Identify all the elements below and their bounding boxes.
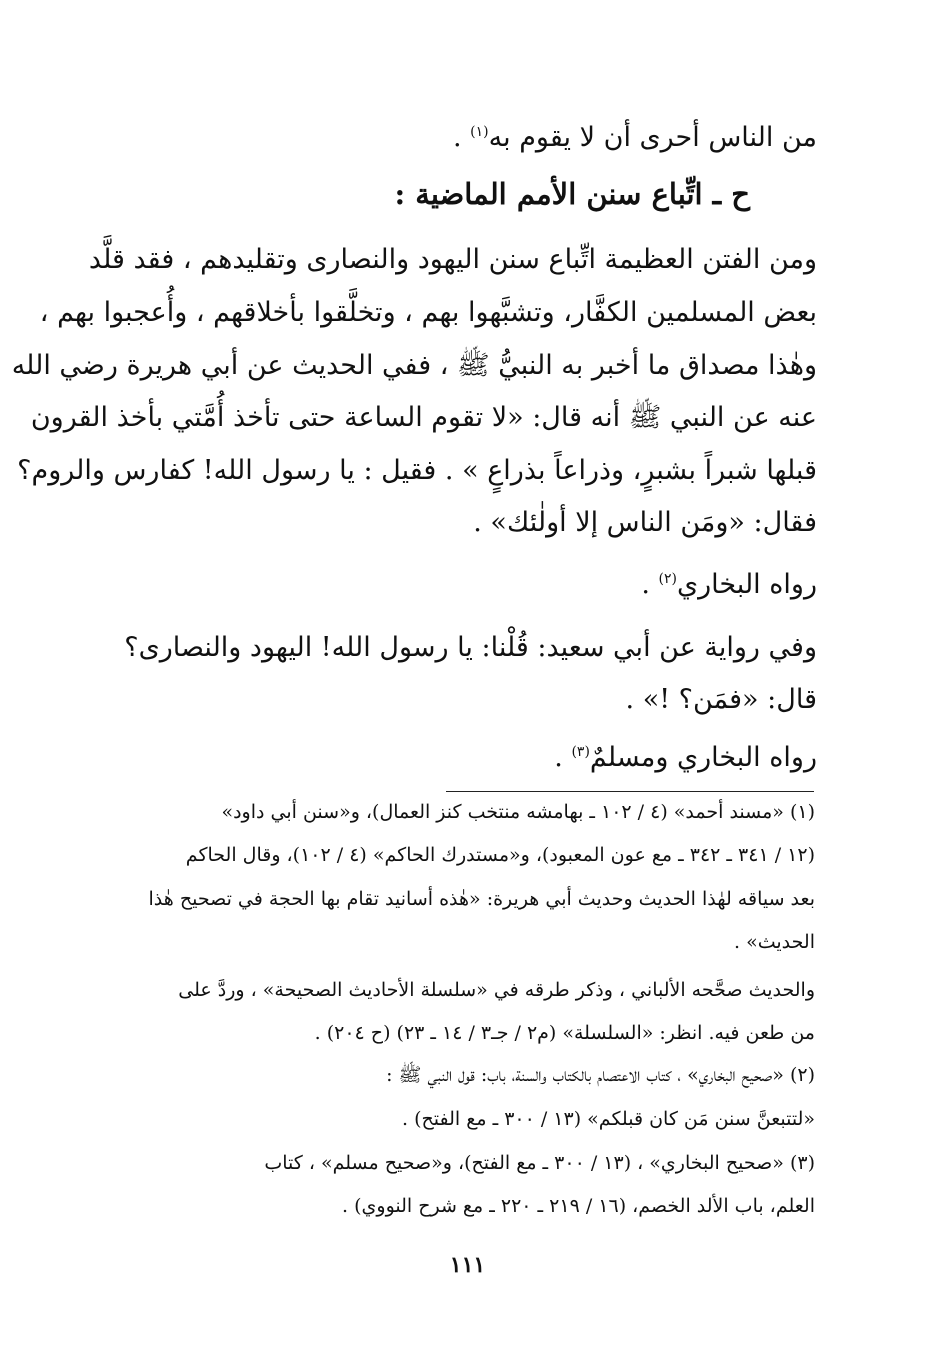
page-number: ١١١ <box>449 1252 486 1278</box>
footnote-2-line-2: «لتتبعنَّ سنن مَن كان قبلكم» (١٣ / ٣٠٠ ـ مع الفتح) . <box>402 1108 815 1130</box>
body-line-5: عنه عن النبي ﷺ أنه قال: «لا تقوم الساعة حتى تأخذ أُمَّتي بأخذ القرون <box>30 402 817 433</box>
footnote-1-line-4: الحديث» . <box>734 931 815 953</box>
footnote-1-line-5: والحديث صحَّحه الألباني ، وذكر طرقه في «سلسلة الأحاديث الصحيحة» ، وردَّ على <box>178 979 815 1001</box>
body-line-7: فقال: «ومَن الناس إلا أولٰئك» . <box>473 507 817 538</box>
body-line-10: قال: «فمَن؟ !» . <box>625 684 817 715</box>
footnote-2-line-1: (٢) «صحيح البخاري» ، كتاب الاعتصام بالكتاب والسنة، باب: قول النبي ﷺ : <box>386 1064 815 1086</box>
body-line-1: من الناس أحرى أن لا يقوم به$^{(١)}$ . <box>452 122 817 153</box>
footnote-1-line-6: من طعن فيه. انظر: «السلسلة» (م٢ / جـ٣ / ١٤ ـ ٢٣) (ح ٢٠٤) . <box>314 1022 815 1044</box>
body-line-9: وفي رواية عن أبي سعيد: قُلْنا: يا رسول الله! اليهود والنصارى؟ <box>124 632 817 663</box>
body-line-2: ومن الفتن العظيمة اتِّباع سنن اليهود والنصارى وتقليدهم ، فقد قلَّد <box>88 244 817 275</box>
footnote-ref-3: (٣) <box>571 744 590 760</box>
footnote-3-line-2: العلم، باب الألد الخصم، (١٦ / ٢١٩ ـ ٢٢٠ ـ مع شرح النووي) . <box>342 1195 815 1217</box>
footnote-1-line-1: (١) «مسند أحمد» (٤ / ١٠٢ ـ بهامشه منتخب كنز العمال)، و«سنن أبي داود» <box>221 801 815 823</box>
body-line-4: وهٰذا مصداق ما أخبر به النبيُّ ﷺ ، ففي الحديث عن أبي هريرة رضي الله <box>11 350 817 381</box>
body-line-11: رواه البخاري ومسلمٌ$^{(٣)}$ . <box>554 742 817 773</box>
body-line-6: قبلها شبراً بشبرٍ، وذراعاً بذراعٍ » . فقيل : يا رسول الله! كفارس والروم؟ <box>17 455 817 486</box>
body-line-8: رواه البخاري$^{(٢)}$ . <box>641 569 817 600</box>
footnote-ref-1: (١) <box>470 124 489 140</box>
footnote-divider <box>446 791 814 792</box>
footnote-1-line-2: (١٢ / ٣٤١ ـ ٣٤٢ ـ مع عون المعبود)، و«مستدرك الحاكم» (٤ / ١٠٢)، وقال الحاكم <box>185 844 815 866</box>
body-line-3: بعض المسلمين الكفَّار، وتشبَّهوا بهم ، وتخلَّقوا بأخلاقهم ، وأُعجبوا بهم ، <box>39 297 817 328</box>
footnote-1-line-3: بعد سياقه لهٰذا الحديث وحديث أبي هريرة: «هٰذه أسانيد تقام بها الحجة في تصحيح هٰذا <box>148 888 815 910</box>
footnote-3-line-1: (٣) «صحيح البخاري» ، (١٣ / ٣٠٠ ـ مع الفتح)، و«صحيح مسلم» ، كتاب <box>264 1152 815 1174</box>
footnote-ref-2: (٢) <box>658 571 677 587</box>
section-heading: ح ـ اتِّباع سنن الأمم الماضية : <box>394 177 750 211</box>
